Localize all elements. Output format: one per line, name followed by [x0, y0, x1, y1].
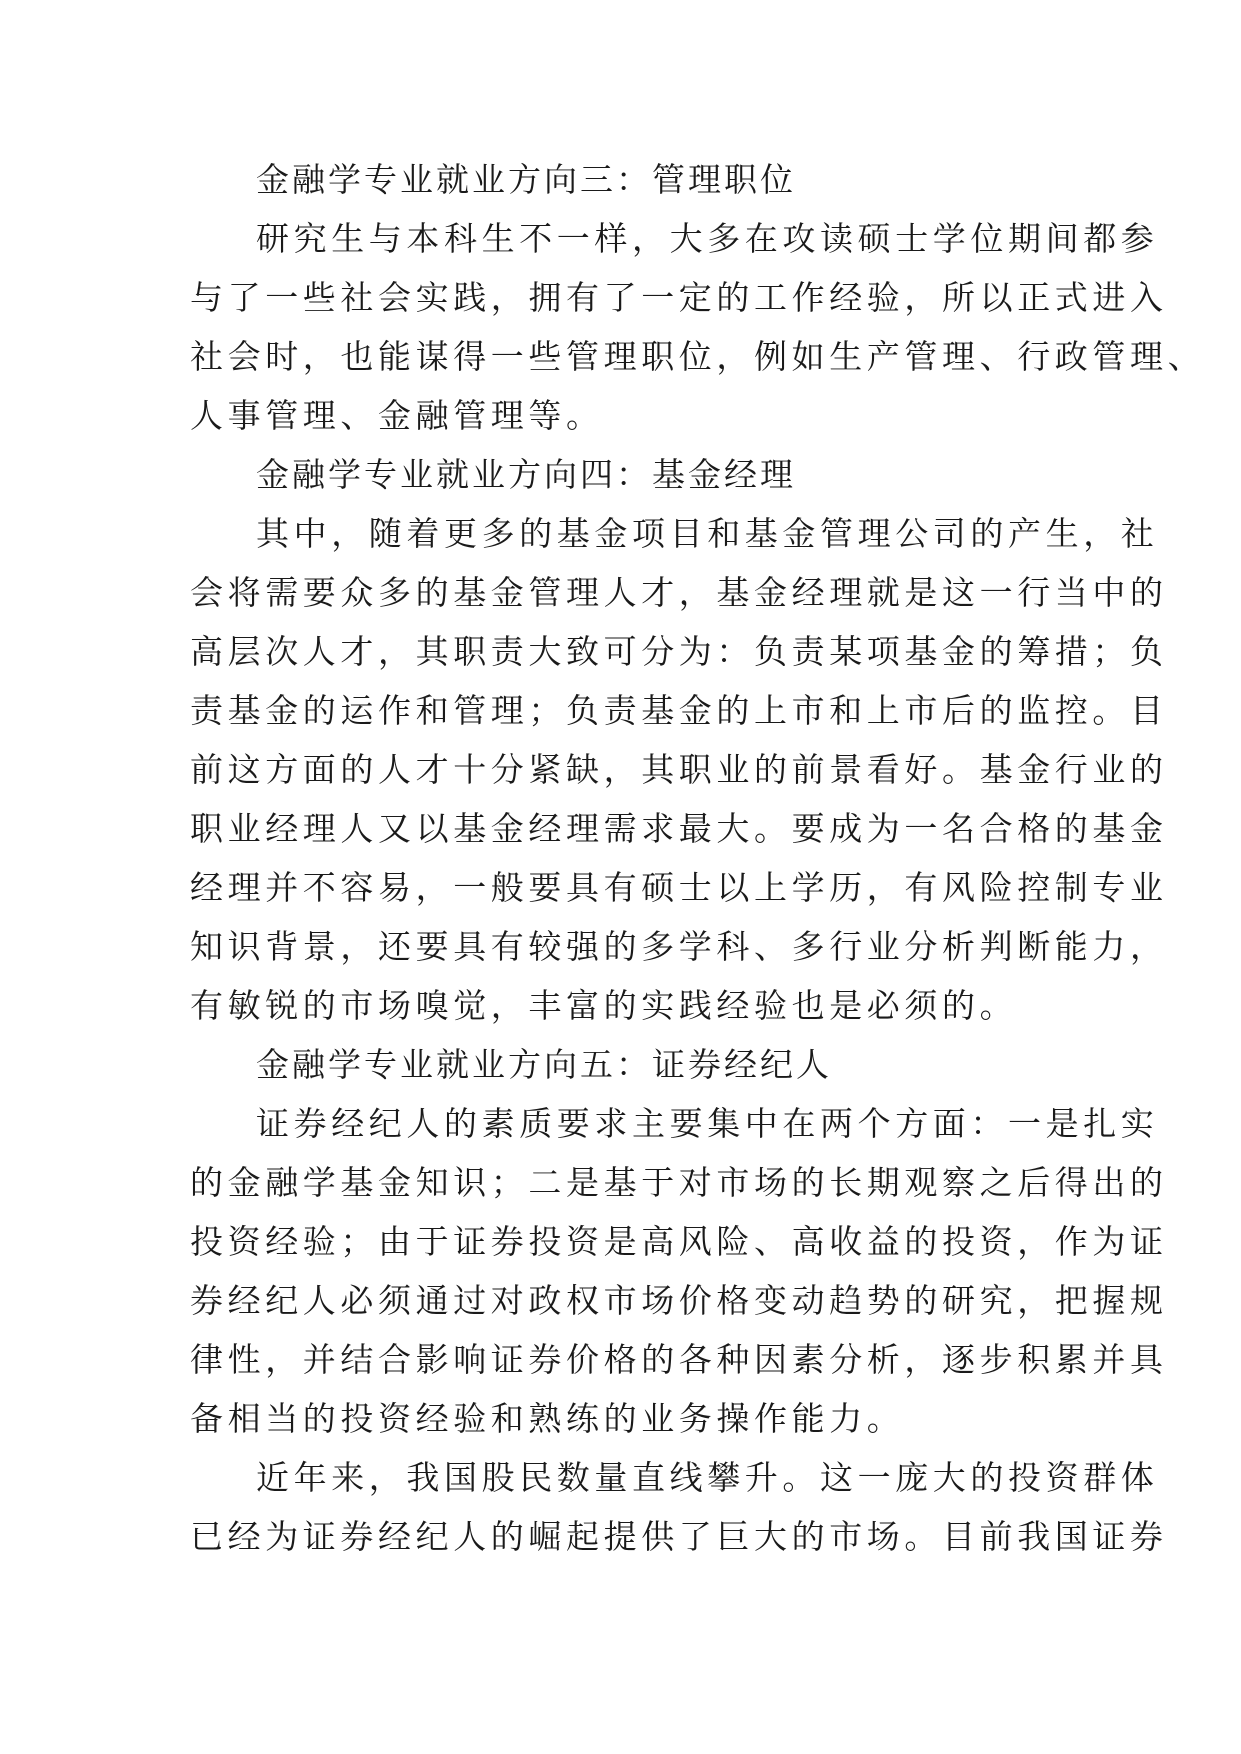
section-heading: 金融学专业就业方向四：基金经理	[256, 455, 796, 494]
paragraph-line: 会将需要众多的基金管理人才，基金经理就是这一行当中的	[190, 573, 1168, 612]
paragraph-line: 有敏锐的市场嗅觉，丰富的实践经验也是必须的。	[190, 986, 1018, 1025]
paragraph-line: 研究生与本科生不一样，大多在攻读硕士学位期间都参	[256, 219, 1159, 258]
paragraph-line: 与了一些社会实践，拥有了一定的工作经验，所以正式进入	[190, 278, 1168, 317]
paragraph-line: 责基金的运作和管理；负责基金的上市和上市后的监控。目	[190, 691, 1168, 730]
paragraph-line: 备相当的投资经验和熟练的业务操作能力。	[190, 1399, 905, 1438]
paragraph-line: 前这方面的人才十分紧缺，其职业的前景看好。基金行业的	[190, 750, 1168, 789]
paragraph-line: 经理并不容易，一般要具有硕士以上学历，有风险控制专业	[190, 868, 1168, 907]
section-heading: 金融学专业就业方向五：证券经纪人	[256, 1045, 832, 1084]
paragraph-line: 已经为证券经纪人的崛起提供了巨大的市场。目前我国证券	[190, 1517, 1168, 1556]
paragraph-line: 证券经纪人的素质要求主要集中在两个方面：一是扎实	[256, 1104, 1159, 1143]
paragraph-line: 近年来，我国股民数量直线攀升。这一庞大的投资群体	[256, 1458, 1159, 1497]
paragraph-line: 职业经理人又以基金经理需求最大。要成为一名合格的基金	[190, 809, 1168, 848]
paragraph-line: 其中，随着更多的基金项目和基金管理公司的产生，社	[256, 514, 1159, 553]
paragraph-line: 的金融学基金知识；二是基于对市场的长期观察之后得出的	[190, 1163, 1168, 1202]
section-heading: 金融学专业就业方向三：管理职位	[256, 160, 796, 199]
paragraph-line: 人事管理、金融管理等。	[190, 396, 604, 435]
paragraph-line: 知识背景，还要具有较强的多学科、多行业分析判断能力，	[190, 927, 1168, 966]
paragraph-line: 投资经验；由于证券投资是高风险、高收益的投资，作为证	[190, 1222, 1168, 1261]
paragraph-line: 券经纪人必须通过对政权市场价格变动趋势的研究，把握规	[190, 1281, 1168, 1320]
paragraph-line: 高层次人才，其职责大致可分为：负责某项基金的筹措；负	[190, 632, 1168, 671]
paragraph-line: 律性，并结合影响证券价格的各种因素分析，逐步积累并具	[190, 1340, 1168, 1379]
document-page	[190, 150, 1206, 1566]
paragraph-line: 社会时，也能谋得一些管理职位，例如生产管理、行政管理、	[190, 337, 1206, 376]
